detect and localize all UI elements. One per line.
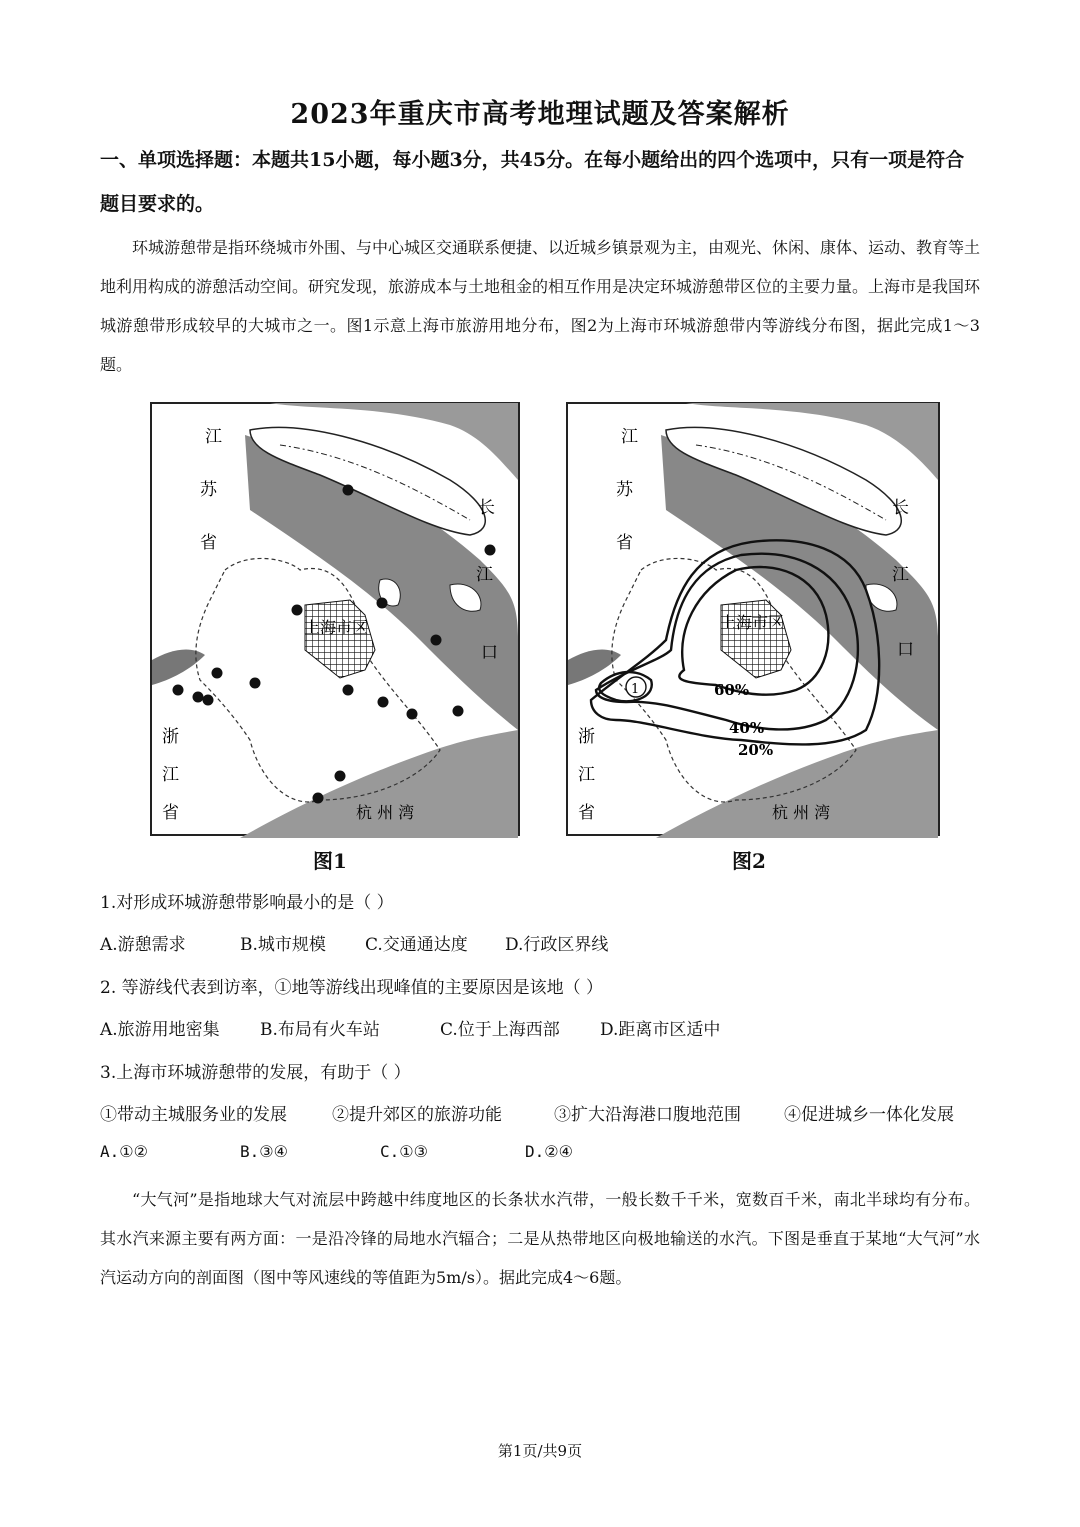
question-2-options — [100, 1015, 720, 1040]
isoline-label-40: 40% — [729, 719, 765, 737]
marker-1: 1 — [631, 682, 640, 697]
figure-1-caption: 图1 — [313, 849, 347, 873]
intro-passage-2: “大气河”是指地球大气对流层中跨越中纬度地区的长条状水汽带，一般长数千千米，宽数百千米，南北半球均有分布。其水汽来源主要有两方面：一是沿冷锋的局地水汽辐合；二是从热带地区向极地输送的水汽。下图是垂直于某地“大气河”水汽运动方向的剖面图（图中等风速线的等值距为5m/s）。据此完成4～6题。 — [100, 1190, 980, 1287]
page-footer: 第1页/共9页 — [497, 1442, 583, 1460]
intro-passage-1: 环城游憩带是指环绕城市外围、与中心城区交通联系便捷、以近城乡镇景观为主，由观光、休闲、康体、运动、教育等土地利用构成的游憩活动空间。研究发现，旅游成本与土地租金的相互作用是决定环城游憩带区位的主要力量。上海市是我国环城游憩带形成较早的大城市之一。图1示意上海市旅游用地分布，图2为上海市环城游憩带内等游线分布图，据此完成1～3题。 — [100, 238, 981, 374]
q1-option-c[interactable]: C.交通通达度 — [365, 935, 468, 955]
q2-option-b[interactable]: B.布局有火车站 — [260, 1020, 380, 1040]
q3-option-d[interactable]: D.②④ — [525, 1142, 573, 1161]
question-1-stem: 1.对形成环城游憩带影响最小的是（ ） — [100, 893, 394, 913]
q1-option-d[interactable]: D.行政区界线 — [505, 935, 609, 955]
label-jiang: 江 — [205, 427, 222, 447]
figure-2-map — [566, 400, 942, 838]
q3-option-b[interactable]: B.③④ — [240, 1142, 288, 1161]
label-sheng2: 省 — [162, 803, 179, 823]
label-shanghai: 上海市区 — [720, 613, 785, 632]
q2-option-d[interactable]: D.距离市区适中 — [600, 1020, 721, 1040]
question-3-statements — [100, 1100, 954, 1125]
label-shanghai: 上海市区 — [304, 618, 369, 637]
label-jiang3: 江 — [162, 765, 179, 785]
q2-option-a[interactable]: A.旅游用地密集 — [100, 1020, 220, 1040]
figure-2 — [566, 400, 942, 873]
section-heading: 一、单项选择题：本题共15小题，每小题3分，共45分。在每小题给出的四个选项中，只有一项是符合题目要求的。 — [100, 149, 965, 215]
label-su: 苏 — [200, 480, 217, 500]
q3-option-a[interactable]: A.①② — [100, 1142, 148, 1161]
label-sheng: 省 — [616, 533, 633, 553]
figure-2-caption: 图2 — [732, 849, 766, 873]
label-kou: 口 — [897, 640, 914, 660]
label-kou: 口 — [481, 643, 498, 663]
question-3-options — [100, 1142, 573, 1161]
label-zhe: 浙 — [578, 727, 595, 747]
figure-1 — [150, 400, 522, 873]
label-su: 苏 — [616, 480, 633, 500]
label-jiang: 江 — [621, 427, 638, 447]
label-jiang2: 江 — [476, 565, 493, 585]
page-title: 2023年重庆市高考地理试题及答案解析 — [290, 99, 790, 130]
isoline-label-20: 20% — [738, 741, 774, 759]
q3-statement-2: ②提升郊区的旅游功能 — [332, 1105, 502, 1125]
q3-statement-1: ①带动主城服务业的发展 — [100, 1105, 287, 1125]
label-jiang3: 江 — [578, 765, 595, 785]
label-sheng2: 省 — [578, 803, 595, 823]
question-1-options — [100, 930, 608, 955]
q3-statement-3: ③扩大沿海港口腹地范围 — [554, 1105, 741, 1125]
label-zhe: 浙 — [162, 727, 179, 747]
isoline-label-60: 60% — [714, 681, 750, 699]
q2-option-c[interactable]: C.位于上海西部 — [440, 1020, 560, 1040]
label-jiang2: 江 — [892, 565, 909, 585]
q3-option-c[interactable]: C.①③ — [380, 1142, 428, 1161]
q1-option-a[interactable]: A.游憩需求 — [100, 935, 186, 955]
label-hangzhou-bay: 杭 州 湾 — [772, 803, 831, 822]
label-chang: 长 — [892, 498, 909, 518]
label-chang: 长 — [478, 498, 495, 518]
label-hangzhou-bay: 杭 州 湾 — [356, 803, 415, 822]
q1-option-b[interactable]: B.城市规模 — [240, 935, 326, 955]
label-sheng: 省 — [200, 533, 217, 553]
q3-statement-4: ④促进城乡一体化发展 — [784, 1105, 954, 1125]
question-3-stem: 3.上海市环城游憩带的发展，有助于（ ） — [100, 1063, 411, 1083]
figure-1-map — [150, 400, 522, 838]
question-2-stem: 2. 等游线代表到访率，①地等游线出现峰值的主要原因是该地（ ） — [100, 978, 604, 998]
